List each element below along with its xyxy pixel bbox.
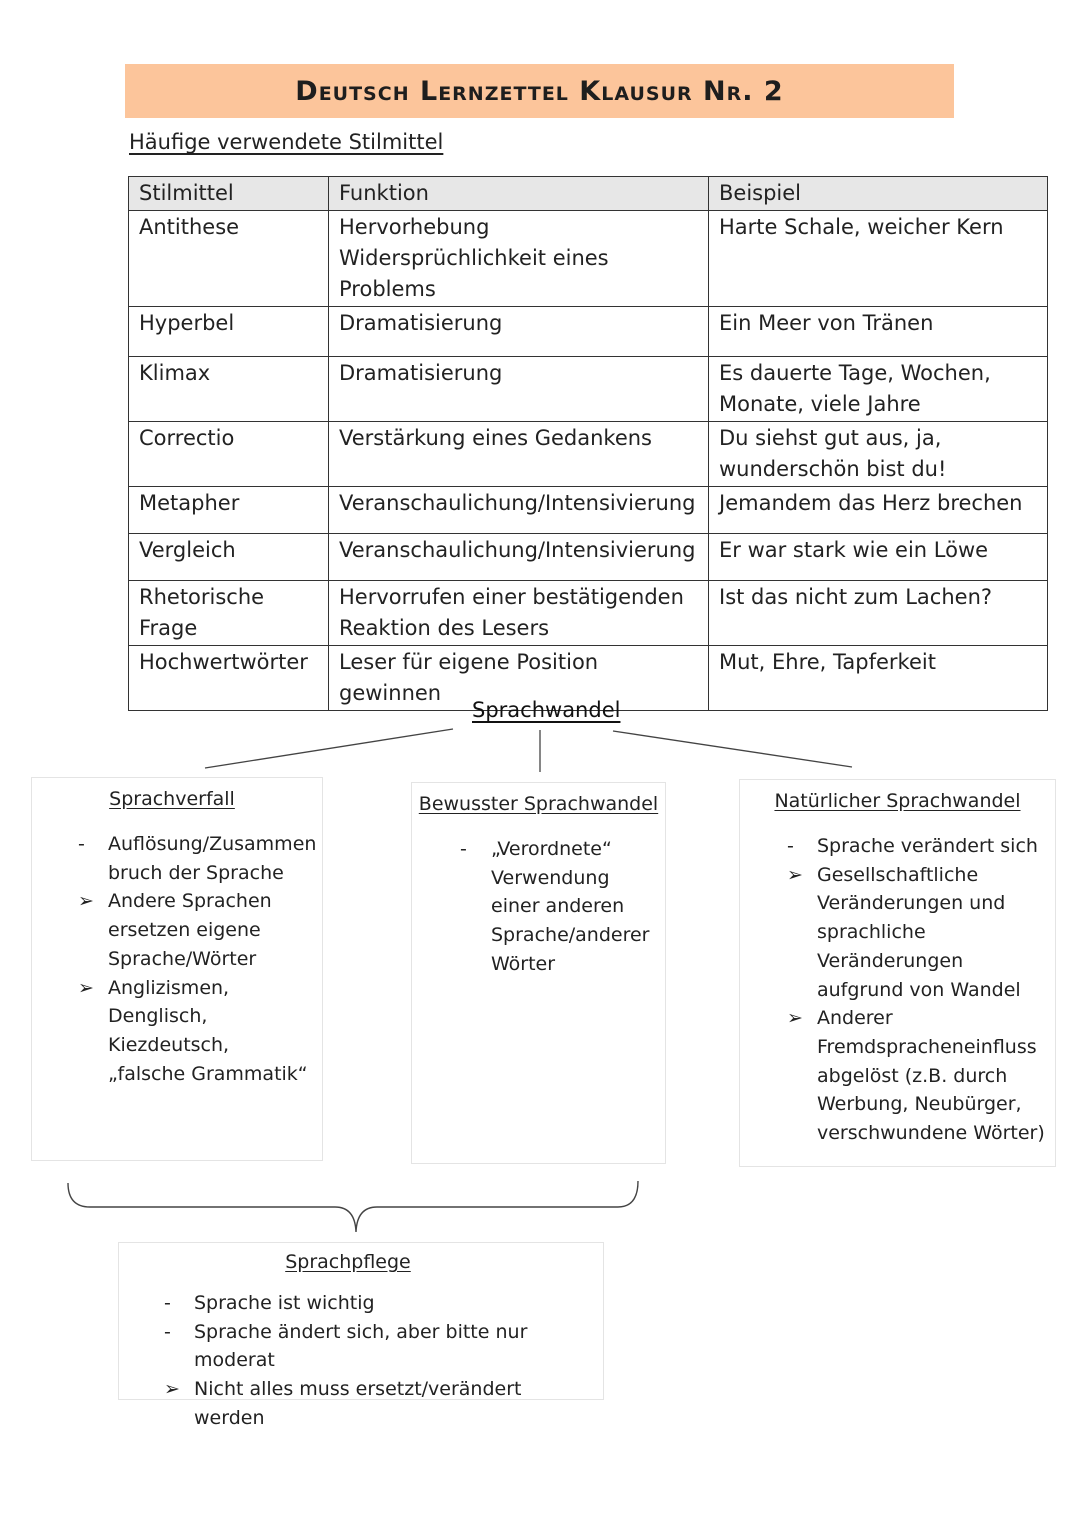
curly-brace <box>68 1181 638 1232</box>
table-cell: Veranschaulichung/Intensivierung <box>329 487 709 534</box>
box-title: Sprachpflege <box>285 1251 411 1273</box>
connector-right <box>613 731 852 767</box>
table-cell: Er war stark wie ein Löwe <box>709 534 1048 581</box>
list-item <box>78 974 310 1089</box>
box-title: Bewusster Sprachwandel <box>418 793 659 815</box>
table-cell: Dramatisierung <box>329 357 709 422</box>
list-item <box>787 1004 1047 1148</box>
table-cell: Ist das nicht zum Lachen? <box>709 581 1048 646</box>
box-title: Sprachverfall <box>109 788 235 810</box>
table-cell: Hochwertwörter <box>129 646 329 711</box>
table-cell: Dramatisierung <box>329 307 709 357</box>
table-cell: Jemandem das Herz brechen <box>709 487 1048 534</box>
table-cell: Metapher <box>129 487 329 534</box>
table-cell: Mut, Ehre, Tapferkeit <box>709 646 1048 711</box>
box-title: Natürlicher Sprachwandel <box>774 790 1021 812</box>
page-title: Deutsch Lernzettel Klausur Nr. 2 <box>295 75 784 107</box>
table-cell: Ein Meer von Tränen <box>709 307 1048 357</box>
column-header: Funktion <box>329 177 709 211</box>
point-list <box>164 1289 593 1433</box>
point-text: Anglizismen, Denglisch, Kiezdeutsch, „falsche Grammatik“ <box>108 976 308 1085</box>
arrow-bullet-icon: ➢ <box>164 1378 180 1401</box>
bewusster-sprachwandel-box <box>411 782 666 1164</box>
point-text: Sprache ist wichtig <box>194 1292 375 1314</box>
table-cell: Leser für eigene Position gewinnen <box>329 646 709 711</box>
sprachwandel-heading: Sprachwandel <box>472 698 621 722</box>
arrow-bullet-icon: ➢ <box>787 1007 803 1030</box>
table-cell: Correctio <box>129 422 329 487</box>
column-header: Beispiel <box>709 177 1048 211</box>
table-cell: Es dauerte Tage, Wochen, Monate, viele Jahre <box>709 357 1048 422</box>
dash-marker: - <box>787 835 794 857</box>
natuerlicher-sprachwandel-box <box>739 779 1056 1167</box>
point-list <box>787 832 1047 1148</box>
table-cell: Antithese <box>129 211 329 307</box>
point-text: Gesellschaftliche Veränderungen und sprachliche Veränderungen aufgrund von Wandel <box>817 863 1021 1001</box>
point-text: Auflösung/Zusammen bruch der Sprache <box>108 833 317 884</box>
table-cell: Hervorrufen einer bestätigenden Reaktion des Lesers <box>329 581 709 646</box>
column-header: Stilmittel <box>129 177 329 211</box>
list-item <box>164 1375 593 1432</box>
arrow-bullet-icon: ➢ <box>78 890 94 913</box>
sprachpflege-box <box>118 1242 604 1429</box>
list-item <box>787 832 1047 861</box>
table-heading: Häufige verwendete Stilmittel <box>129 130 444 154</box>
list-item <box>164 1318 593 1375</box>
point-text: Anderer Fremdspracheneinfluss abgelöst (z.B. durch Werbung, Neubürger, verschwundene Wörter) <box>817 1007 1045 1145</box>
table-cell: Klimax <box>129 357 329 422</box>
table-cell: Verstärkung eines Gedankens <box>329 422 709 487</box>
table-cell: Hervorhebung Widersprüchlichkeit eines Problems <box>329 211 709 307</box>
arrow-bullet-icon: ➢ <box>78 976 94 999</box>
table-cell: Hyperbel <box>129 307 329 357</box>
dash-marker: - <box>164 1320 171 1343</box>
arrow-bullet-icon: ➢ <box>787 863 803 886</box>
point-list <box>460 835 650 979</box>
table-cell: Harte Schale, weicher Kern <box>709 211 1048 307</box>
list-item <box>78 887 310 973</box>
list-item <box>78 830 317 887</box>
dash-marker: - <box>78 833 85 855</box>
point-list <box>78 830 317 1088</box>
point-text: „Verordnete“ Verwendung einer anderen Sprache/anderer Wörter <box>491 838 650 975</box>
sprachverfall-box <box>31 777 323 1161</box>
list-item <box>460 835 650 979</box>
dash-marker: - <box>164 1292 171 1314</box>
dash-marker: - <box>460 838 467 860</box>
point-text: Sprache verändert sich <box>817 835 1038 857</box>
table-cell: Rhetorische Frage <box>129 581 329 646</box>
point-text: Sprache ändert sich, aber bitte nur moderat <box>194 1320 528 1372</box>
table-cell: Veranschaulichung/Intensivierung <box>329 534 709 581</box>
table-cell: Vergleich <box>129 534 329 581</box>
list-item <box>164 1289 593 1318</box>
list-item <box>787 861 1047 1005</box>
point-text: Nicht alles muss ersetzt/verändert werden <box>194 1378 522 1429</box>
connector-left <box>205 729 453 768</box>
table-cell: Du siehst gut aus, ja, wunderschön bist du! <box>709 422 1048 487</box>
point-text: Andere Sprachen ersetzen eigene Sprache/Wörter <box>108 890 272 970</box>
